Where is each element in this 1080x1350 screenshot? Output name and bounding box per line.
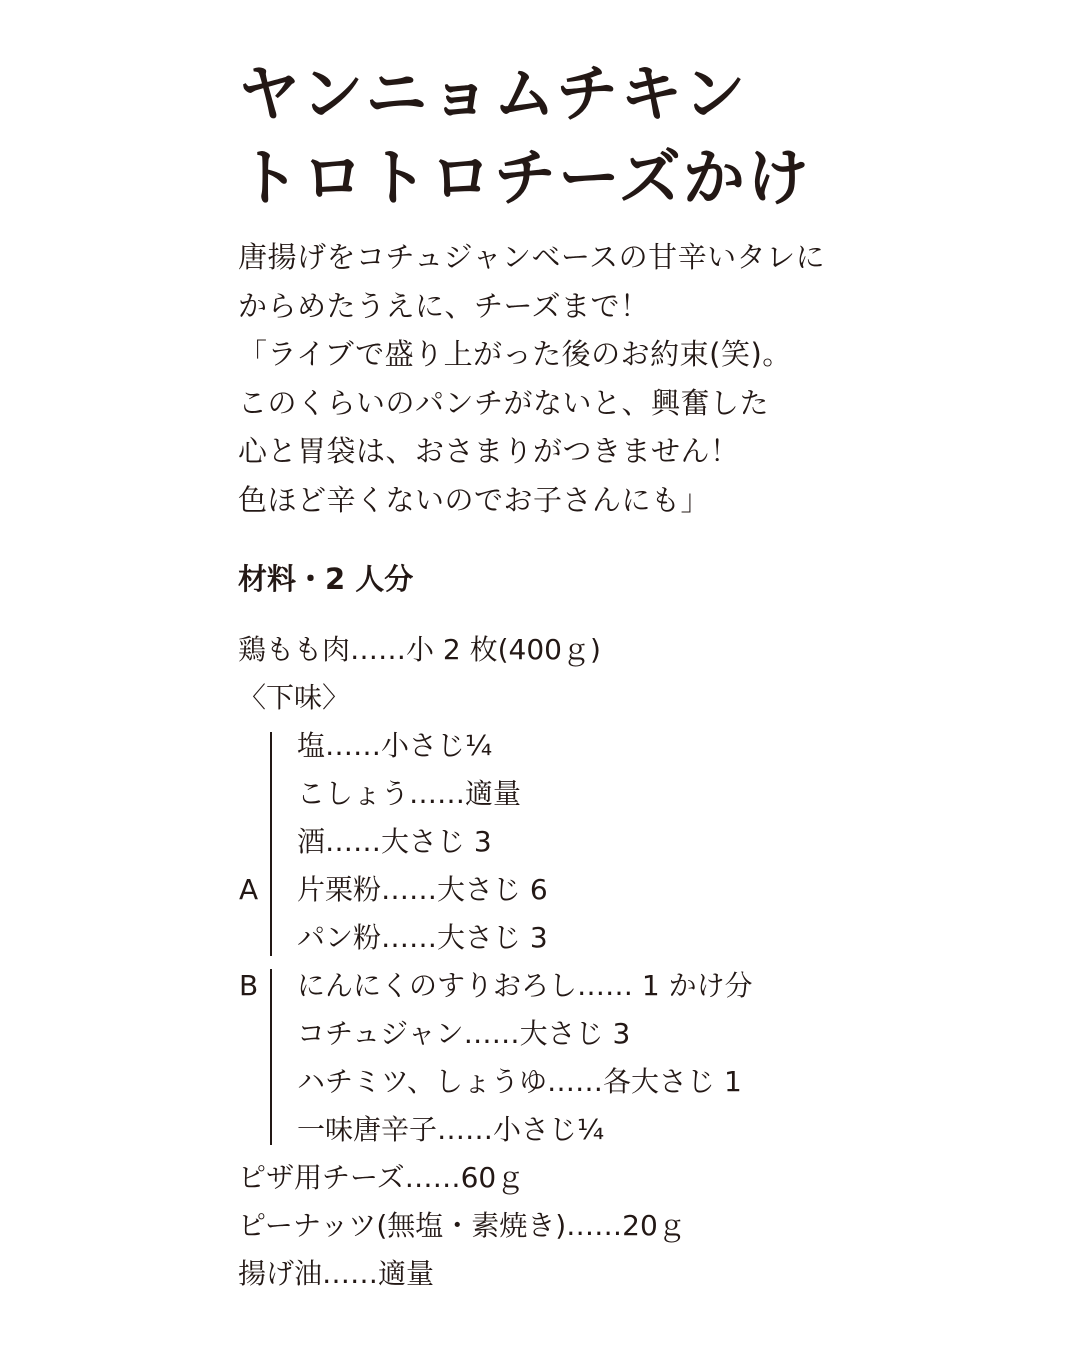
ingredient-cheese: ピザ用チーズ……60ｇ [238,1161,525,1194]
recipe-title [238,52,811,220]
ingredient-item: 酒……大さじ 3 [297,825,492,858]
ingredient-item: コチュジャン……大さじ 3 [297,1017,631,1050]
ingredient-item: パン粉……大さじ 3 [297,921,548,954]
marinade-label: 〈下味〉 [238,681,351,714]
intro-line: 唐揚げをコチュジャンベースの甘辛いタレに [238,240,826,274]
intro-line: このくらいのパンチがないと、興奮した [238,385,770,420]
group-b-bracket-line [270,969,272,1145]
recipe-intro [238,233,825,524]
ingredient-item: ハチミツ、しょうゆ……各大さじ 1 [297,1065,742,1098]
ingredient-item: 塩……小さじ¼ [297,729,493,762]
ingredient-item: 一味唐辛子……小さじ¼ [297,1113,605,1146]
ingredient-oil: 揚げ油……適量 [238,1257,435,1290]
ingredient-item: にんにくのすりおろし…… 1 かけ分 [297,969,753,1002]
ingredients-heading: 材料・2 人分 [238,562,414,596]
intro-line: からめたうえに、チーズまで！ [238,288,650,323]
recipe-title-line-1: ヤンニョムチキン [238,57,748,130]
ingredient-item-with-a-label [238,866,998,914]
group-a-label: A [239,873,259,906]
ingredient-peanuts: ピーナッツ(無塩・素焼き)……20ｇ [238,1209,686,1242]
group-b-label: B [239,969,259,1002]
ingredients-list [238,626,998,1298]
ingredient-item-with-b-label [238,962,998,1010]
intro-line: 色ほど辛くないのでお子さんにも」 [238,482,711,517]
ingredient-item: こしょう……適量 [297,777,522,810]
intro-line: 「ライブで盛り上がった後のお約束(笑)。 [238,337,792,371]
ingredient-chicken: 鶏もも肉……小 2 枚(400ｇ) [238,633,601,666]
recipe-title-line-2: トロトロチーズかけ [238,141,811,214]
group-a-bracket-line [270,732,272,956]
ingredient-item: 片栗粉……大さじ 6 [297,873,548,906]
intro-line: 心と胃袋は、おさまりがつきません！ [238,434,740,468]
